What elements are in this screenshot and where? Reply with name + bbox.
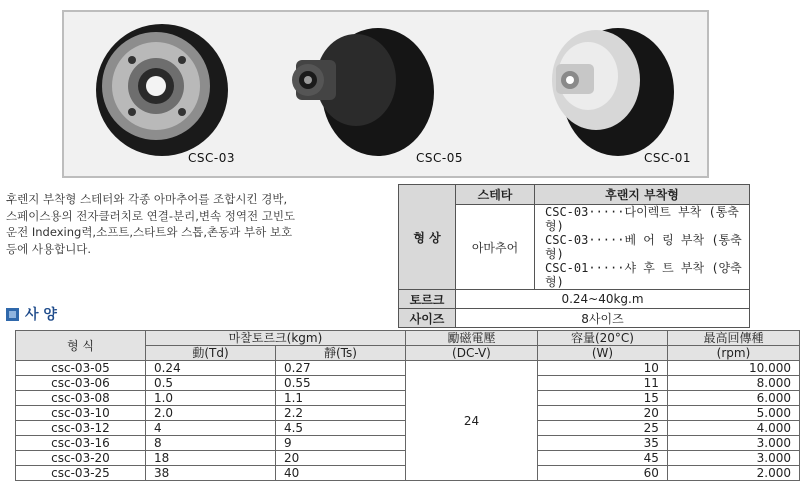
ts-cell: 0.55 — [275, 376, 405, 391]
model-cell: csc-03-12 — [16, 421, 146, 436]
model-cell: csc-03-08 — [16, 391, 146, 406]
capacity-unit: (W) — [537, 346, 667, 361]
description-line: 스페이스용의 전자클러치로 연결-분리,변속 정역전 고빈도 — [6, 208, 296, 223]
capacity-cell: 15 — [537, 391, 667, 406]
description-line: 운전 Indexing력,소프트,스타트와 스톱,촌동과 부하 보호 — [6, 225, 293, 239]
ts-cell: 2.2 — [275, 406, 405, 421]
speed-header: 最高回傳種 — [667, 331, 799, 346]
voltage-unit: (DC-V) — [405, 346, 537, 361]
capacity-cell: 20 — [537, 406, 667, 421]
torque-value: 0.24~40kg.m — [456, 290, 750, 309]
section-title — [6, 304, 57, 324]
static-torque-header: 靜(Ts) — [275, 346, 405, 361]
size-value: 8사이즈 — [456, 309, 750, 328]
speed-cell: 5.000 — [667, 406, 799, 421]
spec-table — [15, 330, 800, 481]
speed-cell: 6.000 — [667, 391, 799, 406]
ts-cell: 20 — [275, 451, 405, 466]
photo-caption: CSC-03 — [188, 151, 235, 165]
capacity-cell: 11 — [537, 376, 667, 391]
shape-label: 형 상 — [399, 185, 456, 290]
ts-cell: 9 — [275, 436, 405, 451]
capacity-cell: 35 — [537, 436, 667, 451]
section-title-text: 사 양 — [25, 307, 57, 323]
ts-cell: 1.1 — [275, 391, 405, 406]
ts-cell: 4.5 — [275, 421, 405, 436]
torque-label: 토르크 — [399, 290, 456, 309]
td-cell: 8 — [145, 436, 275, 451]
capacity-cell: 25 — [537, 421, 667, 436]
capacity-cell: 45 — [537, 451, 667, 466]
model-cell: csc-03-06 — [16, 376, 146, 391]
product-description — [6, 191, 386, 257]
description-line: 등에 사용합니다. — [6, 241, 92, 256]
model-cell: csc-03-25 — [16, 466, 146, 481]
stator-header: 스테타 — [456, 185, 535, 205]
clutch-photo-icon — [526, 20, 676, 160]
td-cell: 1.0 — [145, 391, 275, 406]
armature-label: 아마추어 — [456, 205, 535, 290]
speed-cell: 4.000 — [667, 421, 799, 436]
td-cell: 0.24 — [145, 361, 275, 376]
td-cell: 2.0 — [145, 406, 275, 421]
model-cell: csc-03-10 — [16, 406, 146, 421]
shape-table — [398, 184, 750, 328]
speed-cell: 3.000 — [667, 451, 799, 466]
flange-header: 후랜지 부착형 — [535, 185, 750, 205]
ts-cell: 40 — [275, 466, 405, 481]
model-cell: csc-03-20 — [16, 451, 146, 466]
square-bullet-icon — [6, 308, 19, 321]
size-label: 사이즈 — [399, 309, 456, 328]
speed-cell: 3.000 — [667, 436, 799, 451]
td-cell: 18 — [145, 451, 275, 466]
model-header: 형 식 — [16, 331, 146, 361]
type-line: CSC-01·····샤 후 트 부착 (양축형) — [545, 261, 742, 289]
clutch-photo-icon — [92, 20, 232, 160]
capacity-cell: 10 — [537, 361, 667, 376]
dynamic-torque-header: 動(Td) — [145, 346, 275, 361]
td-cell: 4 — [145, 421, 275, 436]
type-line: CSC-03·····다이렉트 부착 (통축형) — [545, 205, 739, 233]
photo-caption: CSC-05 — [416, 151, 463, 165]
description-line: 후렌지 부착형 스테터와 각종 아마추어를 조합시킨 경박, — [6, 192, 288, 206]
voltage-cell: 24 — [405, 361, 537, 481]
speed-cell: 2.000 — [667, 466, 799, 481]
capacity-header: 容量(20°C) — [537, 331, 667, 346]
photo-caption: CSC-01 — [644, 151, 691, 165]
ts-cell: 0.27 — [275, 361, 405, 376]
speed-cell: 8.000 — [667, 376, 799, 391]
model-cell: csc-03-16 — [16, 436, 146, 451]
torque-header: 마찰토르크(kgm) — [145, 331, 405, 346]
speed-unit: (rpm) — [667, 346, 799, 361]
td-cell: 0.5 — [145, 376, 275, 391]
type-line: CSC-03·····베 어 링 부착 (통축형) — [545, 233, 742, 261]
model-cell: csc-03-05 — [16, 361, 146, 376]
voltage-header: 勵磁電壓 — [405, 331, 537, 346]
clutch-photo-icon — [286, 20, 436, 160]
table-row — [16, 361, 800, 376]
capacity-cell: 60 — [537, 466, 667, 481]
product-photo-panel — [62, 10, 709, 178]
td-cell: 38 — [145, 466, 275, 481]
speed-cell: 10.000 — [667, 361, 799, 376]
